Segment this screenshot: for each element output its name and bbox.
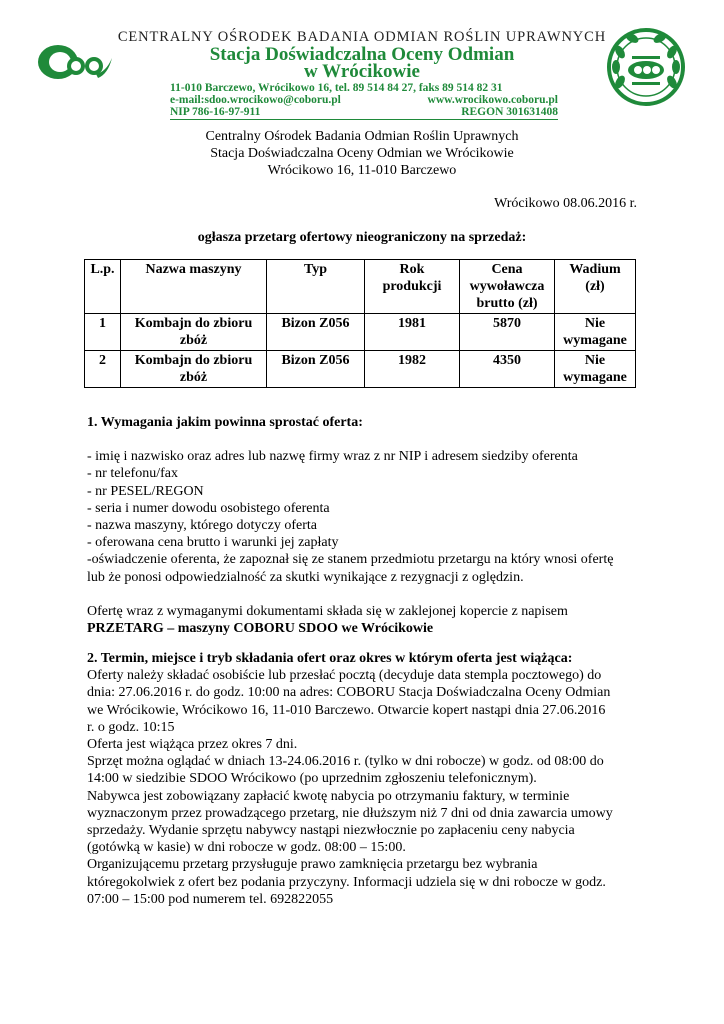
- paragraph-line: we Wrócikowie, Wrócikowo 16, 11-010 Barczewo. Otwarcie kopert nastąpi dnia 27.06.2016: [87, 702, 606, 718]
- cell-year: 1981: [365, 314, 460, 351]
- table-row: [85, 351, 636, 388]
- cell-name-b: zbóż: [179, 333, 208, 348]
- org-name-top: CENTRALNY OŚRODEK BADANIA ODMIAN ROŚLIN UPRAWNYCH: [117, 29, 607, 45]
- list-item: - seria i numer dowodu osobistego oferenta: [87, 500, 330, 516]
- header-price-b: wywoławcza: [469, 279, 545, 294]
- cell-name-a: Kombajn do zbioru: [134, 353, 253, 368]
- cell-lp: 1: [85, 314, 121, 351]
- cell-type: Bizon Z056: [267, 351, 365, 388]
- cell-name-b: zbóż: [179, 370, 208, 385]
- cell-name: [121, 351, 267, 388]
- list-item: - oferowana cena brutto i warunki jej zapłaty: [87, 535, 339, 551]
- ids-row: [170, 106, 558, 118]
- list-item: lub że ponosi odpowiedzialność za skutki wynikające z rezygnacji z oględzin.: [87, 569, 524, 585]
- header-deposit: Wadium (zł): [555, 260, 636, 314]
- envelope-label: PRZETARG – maszyny COBORU SDOO we Wrócikowie: [87, 621, 434, 637]
- document-date: Wrócikowo 08.06.2016 r.: [494, 196, 637, 211]
- table-header-row: [85, 260, 636, 314]
- paragraph-line: Organizującemu przetarg przysługuje prawo zamknięcia przetargu bez wybrania: [87, 857, 538, 873]
- address-line: 11-010 Barczewo, Wrócikowo 16, tel. 89 514 84 27, faks 89 514 82 31: [170, 82, 503, 94]
- website-link[interactable]: www.wrocikowo.coboru.pl: [427, 94, 558, 106]
- header-year-b: produkcji: [382, 279, 442, 294]
- sender-line-2: Stacja Doświadczalna Oceny Odmian we Wrócikowie: [210, 146, 514, 161]
- letterhead: [0, 0, 724, 122]
- nip-number: NIP 786-16-97-911: [170, 106, 261, 118]
- header-name: Nazwa maszyny: [121, 260, 267, 314]
- header-year: [365, 260, 460, 314]
- paragraph-line: 14:00 w siedzibie SDOO Wrócikowo (po uprzednim zgłoszeniu telefonicznym).: [87, 771, 537, 787]
- contact-row: [170, 94, 558, 106]
- letterhead-divider: [170, 119, 558, 120]
- cell-name: [121, 314, 267, 351]
- paragraph-line: Sprzęt można oglądać w dniach 13-24.06.2016 r. (tylko w dni robocze) w godz. od 08:00 do: [87, 754, 604, 770]
- cell-deposit: [555, 351, 636, 388]
- envelope-note: Ofertę wraz z wymaganymi dokumentami składa się w zaklejonej kopercie z napisem: [87, 603, 568, 619]
- header-lp: L.p.: [85, 260, 121, 314]
- cell-type: Bizon Z056: [267, 314, 365, 351]
- cell-deposit-a: Nie: [584, 353, 606, 368]
- station-location: w Wrócikowie: [304, 61, 420, 82]
- cell-price: 4350: [460, 351, 555, 388]
- header-price-a: Cena: [491, 262, 523, 277]
- cell-price: 5870: [460, 314, 555, 351]
- cell-name-a: Kombajn do zbioru: [134, 316, 253, 331]
- header-type: Typ: [267, 260, 365, 314]
- list-item: - nr telefonu/fax: [87, 466, 178, 482]
- sender-line-1: Centralny Ośrodek Badania Odmian Roślin Uprawnych: [205, 129, 519, 144]
- regon-number: REGON 301631408: [461, 106, 558, 118]
- list-item: - nr PESEL/REGON: [87, 483, 204, 499]
- header-year-a: Rok: [399, 262, 425, 277]
- cell-deposit: [555, 314, 636, 351]
- cell-deposit-b: wymagane: [563, 333, 627, 348]
- cell-lp: 2: [85, 351, 121, 388]
- paragraph-line: któregokolwiek z ofert bez podania przyczyny. Informacji udziela się w dni robocze w godz.: [87, 874, 606, 890]
- cell-year: 1982: [365, 351, 460, 388]
- paragraph-line: Oferta jest wiążąca przez okres 7 dni.: [87, 737, 298, 753]
- paragraph-line: wyznaczonym przez prowadzącego przetarg, nie dłuższym niż 7 dni od dnia zawarcia umowy: [87, 805, 613, 821]
- paragraph-line: Oferty należy składać osobiście lub przesłać pocztą (decyduje data stempla pocztowego) do: [87, 668, 602, 684]
- section-1: [87, 414, 647, 637]
- email-link[interactable]: e-mail:sdoo.wrocikowo@coboru.pl: [170, 94, 341, 106]
- paragraph-line: sprzedaży. Wydanie sprzętu nabywcy nastąpi niezwłocznie po zapłaceniu ceny nabycia: [87, 823, 575, 839]
- announcement-title: ogłasza przetarg ofertowy nieograniczony na sprzedaż:: [197, 230, 527, 245]
- section-1-heading: 1. Wymagania jakim powinna sprostać oferta:: [87, 415, 363, 430]
- sender-line-3: Wrócikowo 16, 11-010 Barczewo: [267, 163, 457, 178]
- cell-deposit-b: wymagane: [563, 370, 627, 385]
- machines-table: [84, 259, 636, 388]
- list-item: -oświadczenie oferenta, że zapoznał się ze stanem przedmiotu przetargu na który wnosi ofertę: [87, 552, 614, 568]
- paragraph-line: Nabywca jest zobowiązany zapłacić kwotę nabycia po otrzymaniu faktury, w terminie: [87, 788, 570, 804]
- paragraph-line: dnia: 27.06.2016 r. do godz. 10:00 na adres: COBORU Stacja Doświadczalna Oceny Odmian: [87, 685, 611, 701]
- header-price: [460, 260, 555, 314]
- station-name: Stacja Doświadczalna Oceny Odmian: [209, 44, 515, 65]
- table-row: [85, 314, 636, 351]
- paragraph-line: (gotówką w kasie) w dni robocze w godz. 08:00 – 15:00.: [87, 840, 406, 856]
- section-2: [87, 650, 647, 908]
- list-item: - imię i nazwisko oraz adres lub nazwę firmy wraz z nr NIP i adresem siedziby oferenta: [87, 449, 578, 465]
- section-2-heading: 2. Termin, miejsce i tryb składania ofert oraz okres w którym oferta jest wiążąca:: [87, 651, 573, 666]
- cell-deposit-a: Nie: [584, 316, 606, 331]
- list-item: - nazwa maszyny, którego dotyczy oferta: [87, 518, 317, 534]
- header-price-c: brutto (zł): [476, 296, 538, 311]
- paragraph-line: 07:00 – 15:00 pod numerem tel. 692822055: [87, 891, 334, 907]
- paragraph-line: r. o godz. 10:15: [87, 719, 175, 735]
- coboru-emblem-icon: [606, 22, 686, 112]
